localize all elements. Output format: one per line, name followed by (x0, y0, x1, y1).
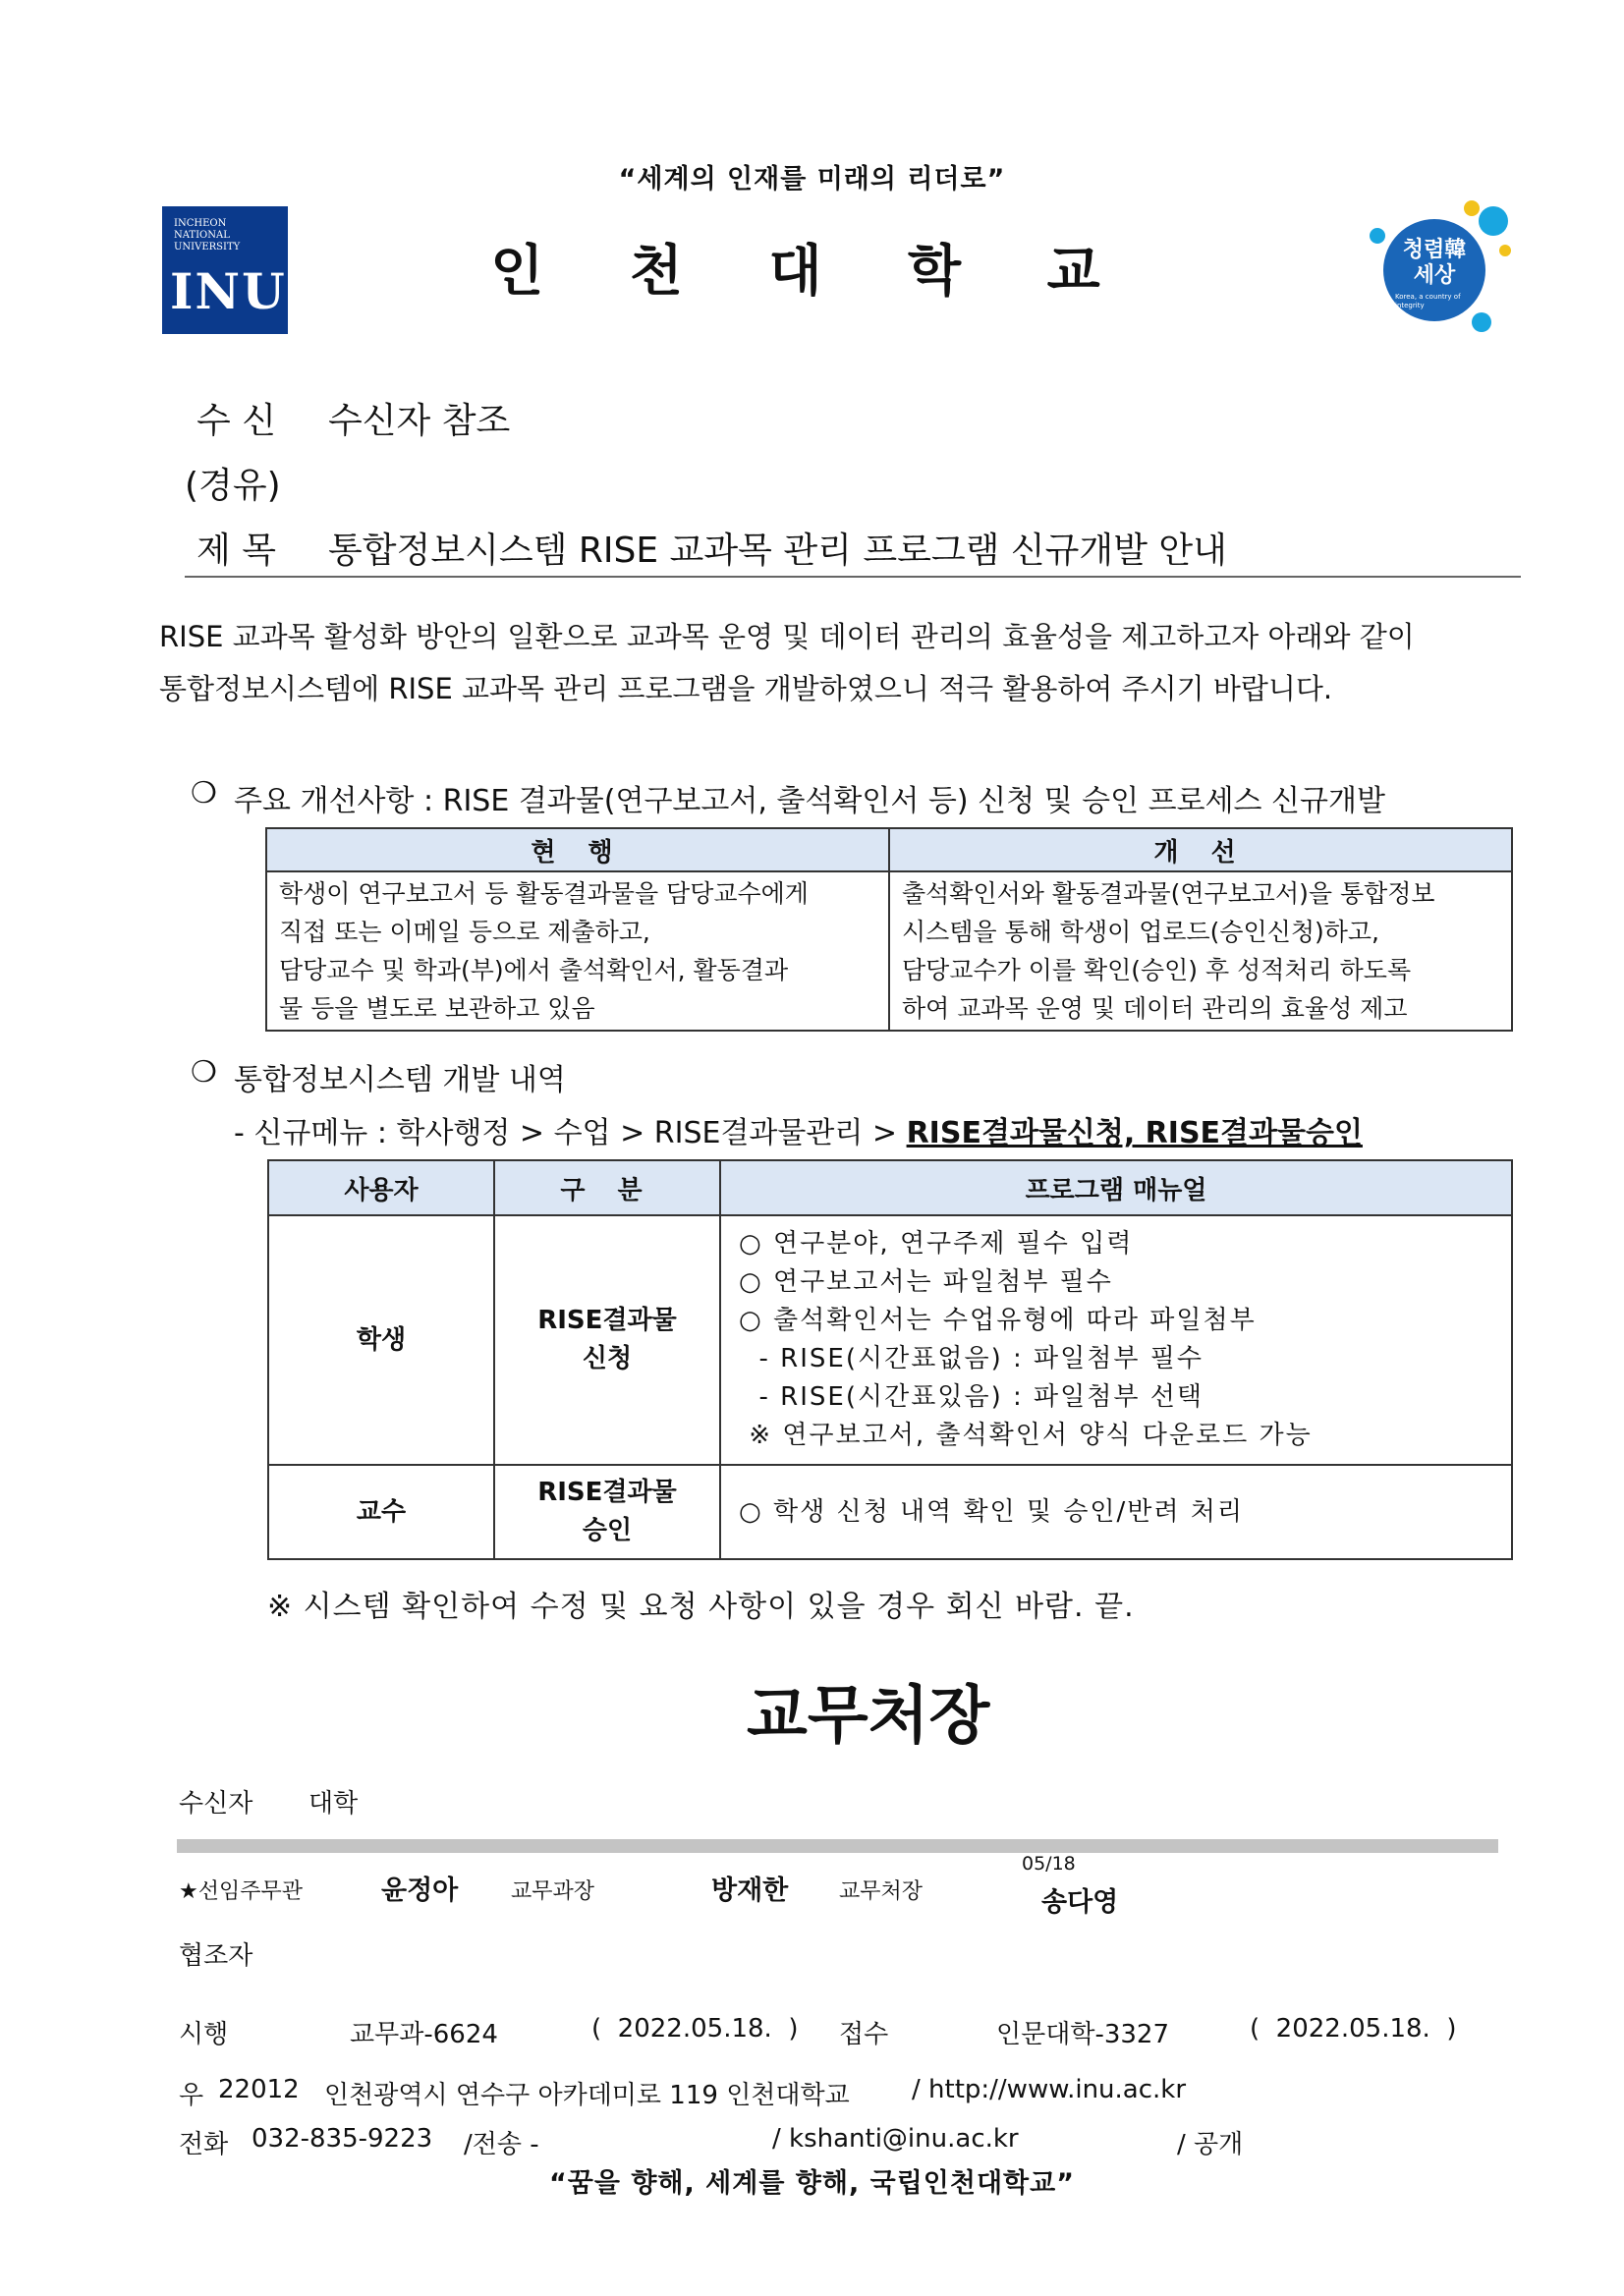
cell-line: 담당교수가 이를 확인(승인) 후 성적처리 하도록 (902, 956, 1412, 984)
table-header: 프로그램 매뉴얼 (720, 1160, 1512, 1215)
slogan: “세계의 인재를 미래의 리더로” (618, 164, 1006, 195)
postal-label: 우 (179, 2081, 204, 2110)
table-header: 현 행 (266, 828, 889, 871)
enforce-number: 교무과-6624 (350, 2020, 498, 2049)
disclosure-status: / 공개 (1177, 2130, 1244, 2159)
table-header: 사용자 (268, 1160, 494, 1215)
address: 인천광역시 연수구 아카데미로 119 인천대학교 (324, 2081, 850, 2110)
logo-caption: INCHEON NATIONAL UNIVERSITY (174, 218, 241, 252)
header-divider (185, 576, 1521, 578)
subject-label: 제 목 (196, 531, 276, 571)
section2-title: 통합정보시스템 개발 내역 (234, 1063, 566, 1097)
email-link[interactable]: / kshanti@inu.ac.kr (772, 2124, 1019, 2154)
integrity-logo-text: 청렴韓세상 (1402, 238, 1467, 288)
issuer-signature: 교무처장 (747, 1679, 990, 1753)
type-line: RISE결과물 (537, 1478, 677, 1507)
integrity-campaign-logo (1356, 196, 1513, 344)
phone-label: 전화 (179, 2130, 229, 2159)
user-cell: 교수 (268, 1465, 494, 1559)
type-cell (494, 1465, 720, 1559)
manual-line: ○ 연구보고서는 파일첨부 필수 (739, 1267, 1113, 1297)
type-line: RISE결과물 (537, 1306, 677, 1335)
cell-line: 출석확인서와 활동결과물(연구보고서)을 통합정보 (902, 879, 1435, 908)
cell-line: 물 등을 별도로 보관하고 있음 (279, 994, 595, 1023)
program-manual-table (267, 1159, 1513, 1560)
intro-line: 통합정보시스템에 RISE 교과목 관리 프로그램을 개발하였으니 적극 활용하여 주시기 바랍니다. (159, 672, 1333, 705)
reviewer-name: 방재한 (711, 1876, 789, 1906)
cell-line: 담당교수 및 학과(부)에서 출석확인서, 활동결과 (279, 956, 789, 984)
cell-line: 직접 또는 이메일 등으로 제출하고, (279, 918, 650, 946)
phone-number: 032-835-9223 (252, 2124, 433, 2154)
closing-note: ※ 시스템 확인하여 수정 및 요청 사항이 있을 경우 회신 바람. 끝. (267, 1590, 1135, 1624)
organization-name: 인 천 대 학 교 (490, 240, 1134, 304)
cell-line: 하여 교과목 운영 및 데이터 관리의 효율성 제고 (902, 994, 1408, 1023)
bottom-slogan: “꿈을 향해, 세계를 향해, 국립인천대학교” (549, 2168, 1075, 2199)
improvement-table (265, 827, 1513, 1032)
user-cell: 학생 (268, 1215, 494, 1465)
manual-line: ○ 출석확인서는 수업유형에 따라 파일첨부 (739, 1306, 1257, 1335)
via-label: (경유) (185, 466, 281, 506)
approval-date: 05/18 (1022, 1853, 1076, 1875)
table-header: 개 선 (889, 828, 1512, 871)
intro-line: RISE 교과목 활성화 방안의 일환으로 교과목 운영 및 데이터 관리의 효율성을 제고하고자 아래와 같이 (159, 620, 1415, 653)
table-header: 구 분 (494, 1160, 720, 1215)
manual-cell (720, 1215, 1512, 1465)
cell-line: 시스템을 통해 학생이 업로드(승인신청)하고, (902, 918, 1379, 946)
recipient-label: 수 신 (196, 401, 276, 441)
receipt-number: 인문대학-3327 (996, 2020, 1170, 2049)
cooperator-label: 협조자 (179, 1941, 253, 1971)
distribution-label: 수신자 (179, 1789, 253, 1819)
type-line: 신청 (582, 1344, 633, 1373)
distribution-value: 대학 (308, 1789, 359, 1819)
logo-mark: INU (170, 262, 287, 320)
manual-cell (720, 1465, 1512, 1559)
drafter-title: ★선임주무관 (179, 1879, 303, 1904)
footer-divider-bar (177, 1839, 1498, 1853)
enforce-label: 시행 (179, 2020, 229, 2049)
manual-line: ○ 연구분야, 연구주제 필수 입력 (739, 1229, 1134, 1259)
section-bullet: ❍ (191, 776, 217, 811)
current-process-cell (266, 871, 889, 1031)
receipt-date: ( 2022.05.18. ) (1250, 2014, 1457, 2044)
drafter-name: 윤정아 (381, 1876, 459, 1906)
subject-value: 통합정보시스템 RISE 교과목 관리 프로그램 신규개발 안내 (328, 531, 1227, 571)
cell-line: 학생이 연구보고서 등 활동결과물을 담당교수에게 (279, 879, 809, 908)
manual-line: - RISE(시간표있음) : 파일첨부 선택 (739, 1382, 1204, 1412)
intro-paragraph (159, 611, 1525, 715)
manual-line: - RISE(시간표없음) : 파일첨부 필수 (739, 1344, 1204, 1373)
section-bullet: ❍ (191, 1055, 217, 1090)
menu-path-prefix: - 신규메뉴 : 학사행정 > 수업 > RISE결과물관리 > (234, 1116, 898, 1150)
receipt-label: 접수 (839, 2020, 889, 2049)
approver-name: 송다영 (1041, 1887, 1119, 1918)
type-cell (494, 1215, 720, 1465)
postal-code: 22012 (218, 2075, 300, 2104)
new-menu-path (234, 1108, 1363, 1151)
website-link[interactable]: / http://www.inu.ac.kr (912, 2075, 1187, 2104)
type-line: 승인 (582, 1516, 633, 1545)
fax-number: /전송 - (464, 2130, 539, 2159)
manual-line: ○ 학생 신청 내역 확인 및 승인/반려 처리 (739, 1496, 1245, 1527)
approver-title: 교무처장 (839, 1879, 924, 1904)
recipient-value: 수신자 참조 (328, 401, 511, 441)
manual-line: ※ 연구보고서, 출석확인서 양식 다운로드 가능 (739, 1421, 1313, 1450)
section1-title: 주요 개선사항 : RISE 결과물(연구보고서, 출석확인서 등) 신청 및 승인 프로세스 신규개발 (234, 784, 1385, 818)
improved-process-cell (889, 871, 1512, 1031)
reviewer-title: 교무과장 (511, 1879, 595, 1904)
integrity-logo-subtext: Korea, a country of integrity (1395, 293, 1461, 309)
menu-path-highlight: RISE결과물신청, RISE결과물승인 (906, 1116, 1363, 1150)
enforce-date: ( 2022.05.18. ) (591, 2014, 799, 2044)
